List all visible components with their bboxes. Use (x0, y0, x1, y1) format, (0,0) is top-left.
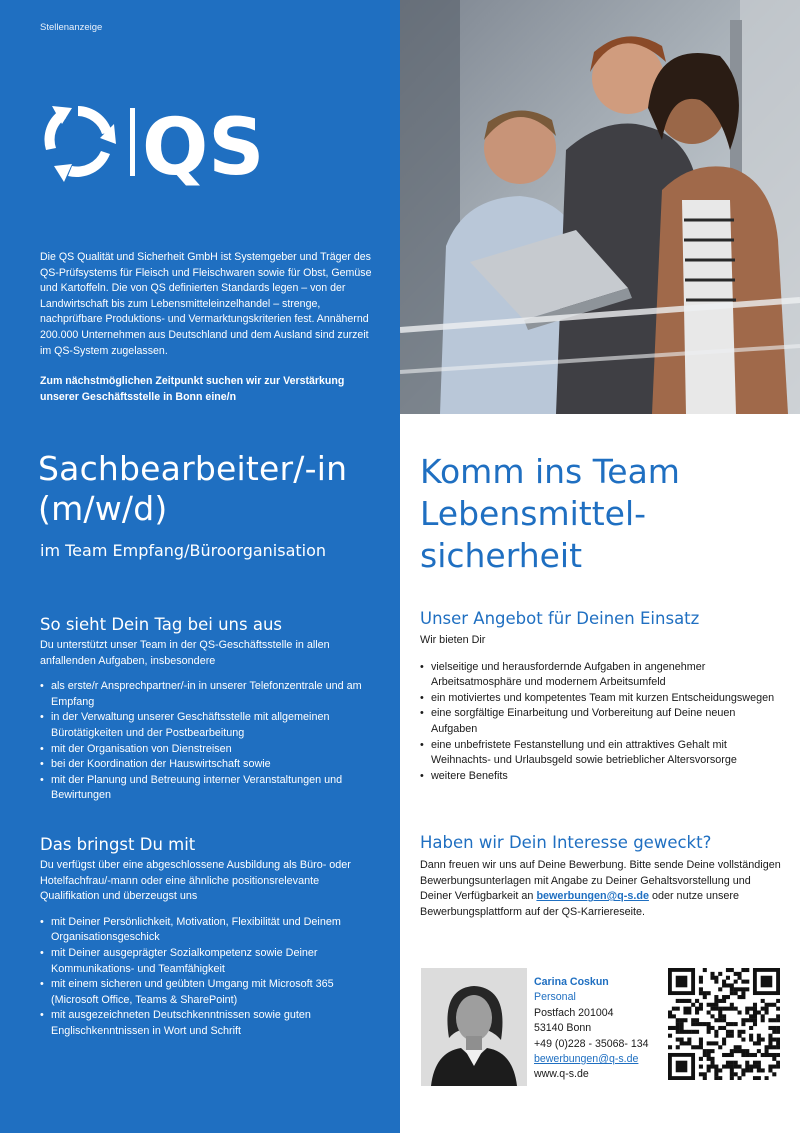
offer-heading: Unser Angebot für Deinen Einsatz (420, 609, 700, 628)
contact-name: Carina Coskun (534, 976, 609, 988)
interest-heading: Haben wir Dein Interesse geweckt? (420, 833, 712, 852)
contact-phone[interactable]: +49 (0)228 - 35068- 134 (534, 1037, 649, 1050)
list-item: • eine sorgfältige Einarbeitung und Vorbereitung auf Deine neuen Aufgaben (420, 706, 782, 737)
list-item: • mit Deiner Persönlichkeit, Motivation, Flexibilität und Deinem Organisationsgeschick (40, 915, 374, 946)
offer-list (420, 660, 782, 785)
list-item: • mit Deiner ausgeprägter Sozialkompetenz sowie Deiner Kommunikations- und Teamfähigkeit (40, 946, 374, 977)
bring-intro: Du verfügst über eine abgeschlossene Ausbildung als Büro- oder Hotelfachfrau/-mann oder eine ähnliche positionsrelevante Qualifikation und überzeugst uns (40, 859, 351, 903)
bring-heading: Das bringst Du mit (40, 835, 196, 854)
team-headline-line3: sicherheit (420, 536, 583, 575)
list-item: • ein motiviertes und kompetentes Team mit kurzen Entscheidungswegen (420, 691, 782, 707)
day-section (40, 615, 374, 804)
job-title-line2: (m/w/d) (38, 489, 168, 528)
list-item: • vielseitige und herausfordernde Aufgaben in angenehmer Arbeitsatmosphäre und modernem Arbeitsumfeld (420, 660, 782, 691)
job-title (38, 449, 388, 529)
team-photo (400, 0, 800, 414)
interest-text-before: Dann freuen wir uns auf Deine Bewerbung. Bitte sende Deine vollständigen Bewerbungsunterlagen mit Angabe zu Deiner Gehaltsvorstellung und Deiner Verfügbarkeit an (420, 859, 781, 903)
interest-text-after: oder nutze unsere Bewerbungsplattform auf der QS-Karriereseite. (420, 890, 739, 918)
list-item: • in der Verwaltung unserer Geschäftsstelle mit allgemeinen Bürotätigkeiten und der Postbearbeitung (40, 710, 374, 741)
interest-text (420, 858, 782, 920)
qr-code-icon (668, 968, 780, 1080)
offer-section (420, 609, 782, 784)
list-item: • eine unbefristete Festanstellung und ein attraktives Gehalt mit Weihnachts- und Urlaubsgeld sowie betrieblicher Altersvorsorge (420, 738, 782, 769)
recycle-arrows-icon (38, 98, 268, 188)
contact-address2: 53140 Bonn (534, 1022, 592, 1035)
list-item: • als erste/r Ansprechpartner/-in in unserer Telefonzentrale und am Empfang (40, 679, 374, 710)
job-title-line1: Sachbearbeiter/-in (38, 449, 348, 488)
contact-website-link[interactable]: www.q-s.de (534, 1068, 589, 1081)
bring-list (40, 915, 374, 1040)
document-type-label: Stellenanzeige (40, 22, 103, 33)
list-item: • mit einem sicheren und geübten Umgang mit Microsoft 365 (Microsoft Office, Teams & SharePoint) (40, 977, 374, 1008)
qr-code[interactable] (668, 968, 780, 1080)
team-headline-line2: Lebensmittel- (420, 494, 647, 533)
intro-bold-line: Zum nächstmöglichen Zeitpunkt suchen wir zur Verstärkung unserer Geschäftsstelle in Bonn eine/n (40, 375, 345, 403)
list-item: • weitere Benefits (420, 769, 782, 785)
team-photo-illustration (400, 0, 800, 414)
contact-portrait-illustration (421, 968, 527, 1086)
application-email-link[interactable]: bewerbungen@q-s.de (536, 890, 649, 903)
job-subtitle: im Team Empfang/Büroorganisation (40, 541, 327, 560)
list-item: • mit ausgezeichneten Deutschkenntnissen sowie guten Englischkenntnissen in Wort und Schrift (40, 1008, 374, 1039)
contact-role: Personal (534, 991, 576, 1004)
list-item: • mit der Planung und Betreuung interner Veranstaltungen und Bewirtungen (40, 773, 374, 804)
list-item: • mit der Organisation von Dienstreisen (40, 742, 374, 758)
day-list (40, 679, 374, 804)
contact-email-link[interactable]: bewerbungen@q-s.de (534, 1053, 639, 1066)
bring-section (40, 835, 374, 1040)
intro-paragraph: Die QS Qualität und Sicherheit GmbH ist Systemgeber und Träger des QS-Prüfsystems für Fleisch und Fleischwaren sowie für Obst, Gemüse und Kartoffeln. Die von QS definierten Standards legen – von der Landwirtschaft bis zum Lebensmitteleinzelhandel – strenge, nachprüfbare Produktions- und Vermarktungskriterien fest. Annähernd 200.000 Unternehmen aus Deutschland und dem Ausland sind zurzeit im QS-System zugelassen. (40, 251, 372, 357)
contact-block (534, 975, 664, 1083)
interest-section (420, 833, 782, 920)
contact-address1: Postfach 201004 (534, 1006, 614, 1019)
list-item: • bei der Koordination der Hauswirtschaft sowie (40, 757, 374, 773)
offer-intro: Wir bieten Dir (420, 634, 486, 646)
team-headline (420, 451, 780, 577)
day-heading: So sieht Dein Tag bei uns aus (40, 615, 283, 634)
contact-portrait (421, 968, 527, 1086)
day-intro: Du unterstützt unser Team in der QS-Geschäftsstelle in allen anfallenden Aufgaben, insbesondere (40, 639, 330, 667)
logo-text: QS (142, 103, 265, 188)
qs-logo (38, 98, 268, 188)
team-headline-line1: Komm ins Team (420, 452, 680, 491)
